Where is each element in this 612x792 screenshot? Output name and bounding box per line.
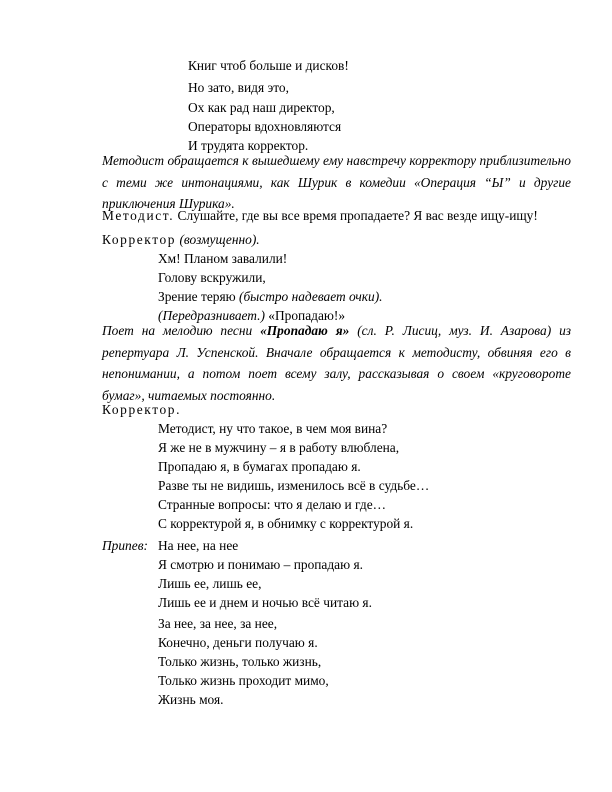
direction-text: Поет на мелодию песни <box>102 323 261 338</box>
song-line: Методист, ну что такое, в чем моя вина? <box>158 421 388 436</box>
verse-line: Голову вскружили, <box>158 270 266 285</box>
verse-line: Операторы вдохновляются <box>188 119 342 134</box>
song-title: «Пропадаю я» <box>260 323 350 338</box>
verse-line: Жизнь моя. <box>158 692 224 707</box>
chorus-line: Лишь ее и днем и ночью всё читаю я. <box>158 595 372 610</box>
verse-line: Книг чтоб больше и дисков! <box>188 58 349 73</box>
song-line: Я же не в мужчину – я в работу влюблена, <box>158 440 400 455</box>
verse-line: За нее, за нее, за нее, <box>158 616 278 631</box>
stage-remark: (возмущенно). <box>179 232 260 247</box>
song-line: С корректурой я, в обнимку с корректурой я. <box>158 516 414 531</box>
stage-direction: Методист обращается к вышедшему ему навстречу корректору приблизительно с теми же интонациями, как Шурик в комедии «Операция “Ы” и другие приключения Шурика». <box>102 153 571 211</box>
stage-remark: (быстро надевает очки). <box>238 289 383 304</box>
verse-line <box>158 289 383 305</box>
verse-line: Хм! Планом завалили! <box>158 251 288 266</box>
verse-line: И трудята корректор. <box>188 138 309 153</box>
verse-text: Зрение теряю <box>158 289 239 304</box>
speaker-name: Методист. <box>102 208 175 223</box>
speaker-name: Корректор. <box>102 402 182 417</box>
verse-line: Но зато, видя это, <box>188 80 289 95</box>
corrector-cue <box>102 232 260 248</box>
dialogue-text: Слушайте, где вы все время пропадаете? Я вас везде ищу-ищу! <box>177 208 538 223</box>
song-line: Странные вопросы: что я делаю и где… <box>158 497 387 512</box>
stage-direction <box>102 320 571 406</box>
methodist-line <box>102 208 538 224</box>
corrector-cue <box>102 402 181 418</box>
verse-line: Ох как рад наш директор, <box>188 100 335 115</box>
speaker-name: Корректор <box>102 232 177 247</box>
chorus-line: На нее, на нее <box>158 538 239 553</box>
stage-remark: (Передразнивает.) <box>158 308 265 323</box>
direction-text: (сл. Р. Лисиц, муз. И. Азарова) из репертуара Л. Успенской. Вначале обращается к методисту, обвиняя его в непонимании, а потом поет всему залу, рассказывая о своем «круговороте бумаг», читаемых постоянно. <box>102 323 571 403</box>
verse-line: Конечно, деньги получаю я. <box>158 635 318 650</box>
chorus-line: Я смотрю и понимаю – пропадаю я. <box>158 557 363 572</box>
song-line: Пропадаю я, в бумагах пропадаю я. <box>158 459 361 474</box>
verse-text: «Пропадаю!» <box>264 308 346 323</box>
verse-line: Только жизнь проходит мимо, <box>158 673 329 688</box>
chorus-line: Лишь ее, лишь ее, <box>158 576 262 591</box>
chorus-label: Припев: <box>102 538 148 553</box>
song-line: Разве ты не видишь, изменилось всё в судьбе… <box>158 478 430 493</box>
verse-line: Только жизнь, только жизнь, <box>158 654 322 669</box>
